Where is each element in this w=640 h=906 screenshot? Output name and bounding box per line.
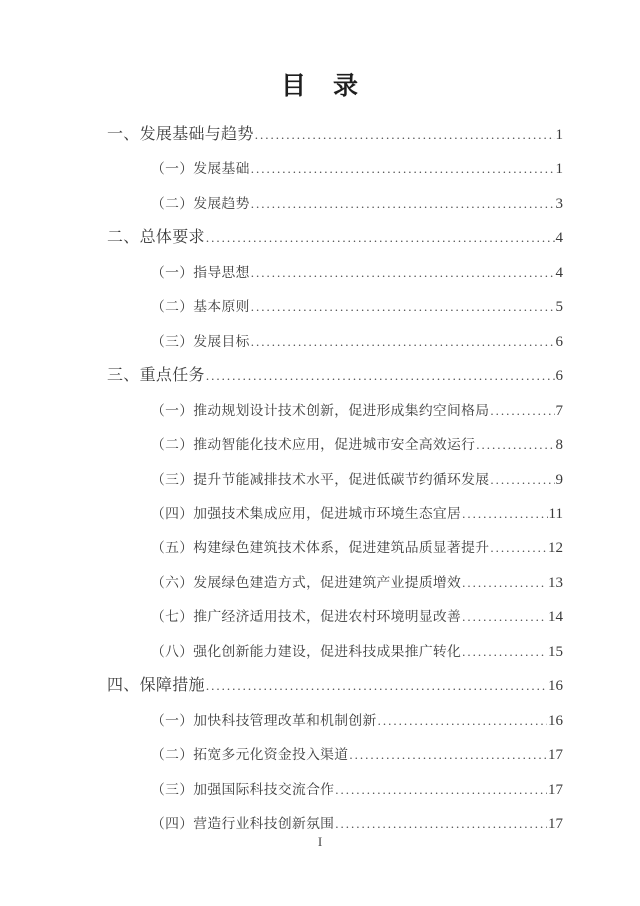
toc-dot-leader bbox=[255, 118, 555, 151]
toc-dot-leader bbox=[378, 704, 547, 737]
toc-entry-label: （八）强化创新能力建设，促进科技成果推广转化 bbox=[151, 643, 462, 659]
toc-entry-page: 11 bbox=[548, 505, 563, 522]
toc-dot-leader bbox=[251, 325, 555, 358]
toc-entry-label: 二、总体要求 bbox=[107, 229, 205, 247]
toc-entry-page: 16 bbox=[548, 712, 563, 729]
toc-entry bbox=[107, 428, 563, 462]
toc-dot-leader bbox=[462, 635, 547, 668]
toc-entry-page: 5 bbox=[555, 299, 563, 316]
toc-entry bbox=[107, 256, 563, 290]
toc-entry bbox=[107, 635, 563, 669]
toc-entry-label: （六）发展绿色建造方式，促进建筑产业提质增效 bbox=[151, 574, 462, 590]
toc-entry-page: 13 bbox=[548, 574, 563, 591]
toc-entry bbox=[107, 497, 563, 531]
toc-entry bbox=[107, 463, 563, 497]
toc-entry-label: （三）提升节能减排技术水平，促进低碳节约循环发展 bbox=[151, 471, 490, 487]
toc-dot-leader bbox=[206, 221, 555, 254]
toc-entry-label: 四、保障措施 bbox=[107, 677, 205, 695]
toc-entry-label: 三、重点任务 bbox=[107, 367, 205, 385]
toc-dot-leader bbox=[335, 773, 547, 806]
toc-entry-label: （五）构建绿色建筑技术体系，促进建筑品质显著提升 bbox=[151, 540, 490, 556]
toc-entry bbox=[107, 704, 563, 738]
toc-entry-page: 7 bbox=[555, 402, 563, 419]
toc-list bbox=[0, 118, 640, 842]
toc-dot-leader bbox=[490, 531, 547, 564]
toc-entry-page: 1 bbox=[555, 127, 563, 143]
toc-dot-leader bbox=[251, 152, 555, 185]
page-title: 目 录 bbox=[280, 73, 359, 100]
toc-entry-label: （一）推动规划设计技术创新，促进形成集约空间格局 bbox=[151, 402, 490, 418]
toc-dot-leader bbox=[462, 497, 547, 530]
toc-entry-page: 8 bbox=[555, 437, 563, 454]
toc-entry-label: （二）发展趋势 bbox=[151, 195, 250, 211]
toc-entry bbox=[107, 531, 563, 565]
toc-dot-leader bbox=[206, 359, 555, 392]
toc-entry bbox=[107, 738, 563, 772]
toc-entry-page: 15 bbox=[548, 643, 563, 660]
toc-entry bbox=[107, 325, 563, 359]
toc-entry-page: 1 bbox=[555, 161, 563, 178]
toc-entry-page: 16 bbox=[548, 678, 563, 695]
toc-entry-label: （一）指导思想 bbox=[151, 264, 250, 280]
toc-entry-label: （二）推动智能化技术应用，促进城市安全高效运行 bbox=[151, 437, 476, 453]
toc-entry bbox=[107, 773, 563, 807]
toc-entry bbox=[107, 221, 563, 255]
toc-entry-label: （二）基本原则 bbox=[151, 299, 250, 315]
toc-entry-page: 4 bbox=[555, 264, 563, 281]
toc-dot-leader bbox=[462, 566, 547, 599]
toc-entry-label: （七）推广经济适用技术，促进农村环境明显改善 bbox=[151, 609, 462, 625]
toc-dot-leader bbox=[490, 394, 554, 427]
toc-entry-label: （三）发展目标 bbox=[151, 333, 250, 349]
toc-dot-leader bbox=[490, 463, 554, 496]
toc-entry-label: 一、发展基础与趋势 bbox=[107, 126, 254, 143]
toc-dot-leader bbox=[251, 187, 555, 220]
toc-entry bbox=[107, 118, 563, 152]
toc-entry-page: 4 bbox=[555, 230, 563, 247]
toc-entry-label: （一）发展基础 bbox=[151, 161, 250, 177]
toc-entry-page: 3 bbox=[555, 195, 563, 212]
toc-entry-label: （三）加强国际科技交流合作 bbox=[151, 781, 335, 797]
toc-dot-leader bbox=[476, 428, 554, 461]
toc-dot-leader bbox=[251, 256, 555, 289]
toc-entry bbox=[107, 359, 563, 393]
toc-entry bbox=[107, 566, 563, 600]
toc-dot-leader bbox=[251, 290, 555, 323]
toc-entry bbox=[107, 600, 563, 634]
toc-entry bbox=[107, 290, 563, 324]
toc-entry-page: 12 bbox=[548, 540, 563, 557]
toc-entry-label: （四）加强技术集成应用，促进城市环境生态宜居 bbox=[151, 505, 462, 521]
toc-dot-leader bbox=[462, 600, 547, 633]
toc-entry-page: 9 bbox=[555, 471, 563, 488]
toc-entry-label: （四）营造行业科技创新氛围 bbox=[151, 816, 335, 832]
toc-entry-label: （一）加快科技管理改革和机制创新 bbox=[151, 712, 377, 728]
toc-dot-leader bbox=[349, 738, 547, 771]
footer-page-number: I bbox=[317, 834, 323, 849]
toc-entry-label: （二）拓宽多元化资金投入渠道 bbox=[151, 747, 349, 763]
toc-dot-leader bbox=[206, 669, 547, 702]
toc-entry-page: 17 bbox=[548, 747, 563, 764]
toc-entry-page: 6 bbox=[555, 333, 563, 350]
toc-entry bbox=[107, 394, 563, 428]
toc-entry-page: 14 bbox=[548, 609, 563, 626]
toc-entry-page: 17 bbox=[548, 781, 563, 798]
toc-entry bbox=[107, 187, 563, 221]
toc-entry-page: 17 bbox=[548, 816, 563, 833]
toc-entry bbox=[107, 152, 563, 186]
toc-entry bbox=[107, 669, 563, 703]
toc-entry-page: 6 bbox=[555, 368, 563, 385]
